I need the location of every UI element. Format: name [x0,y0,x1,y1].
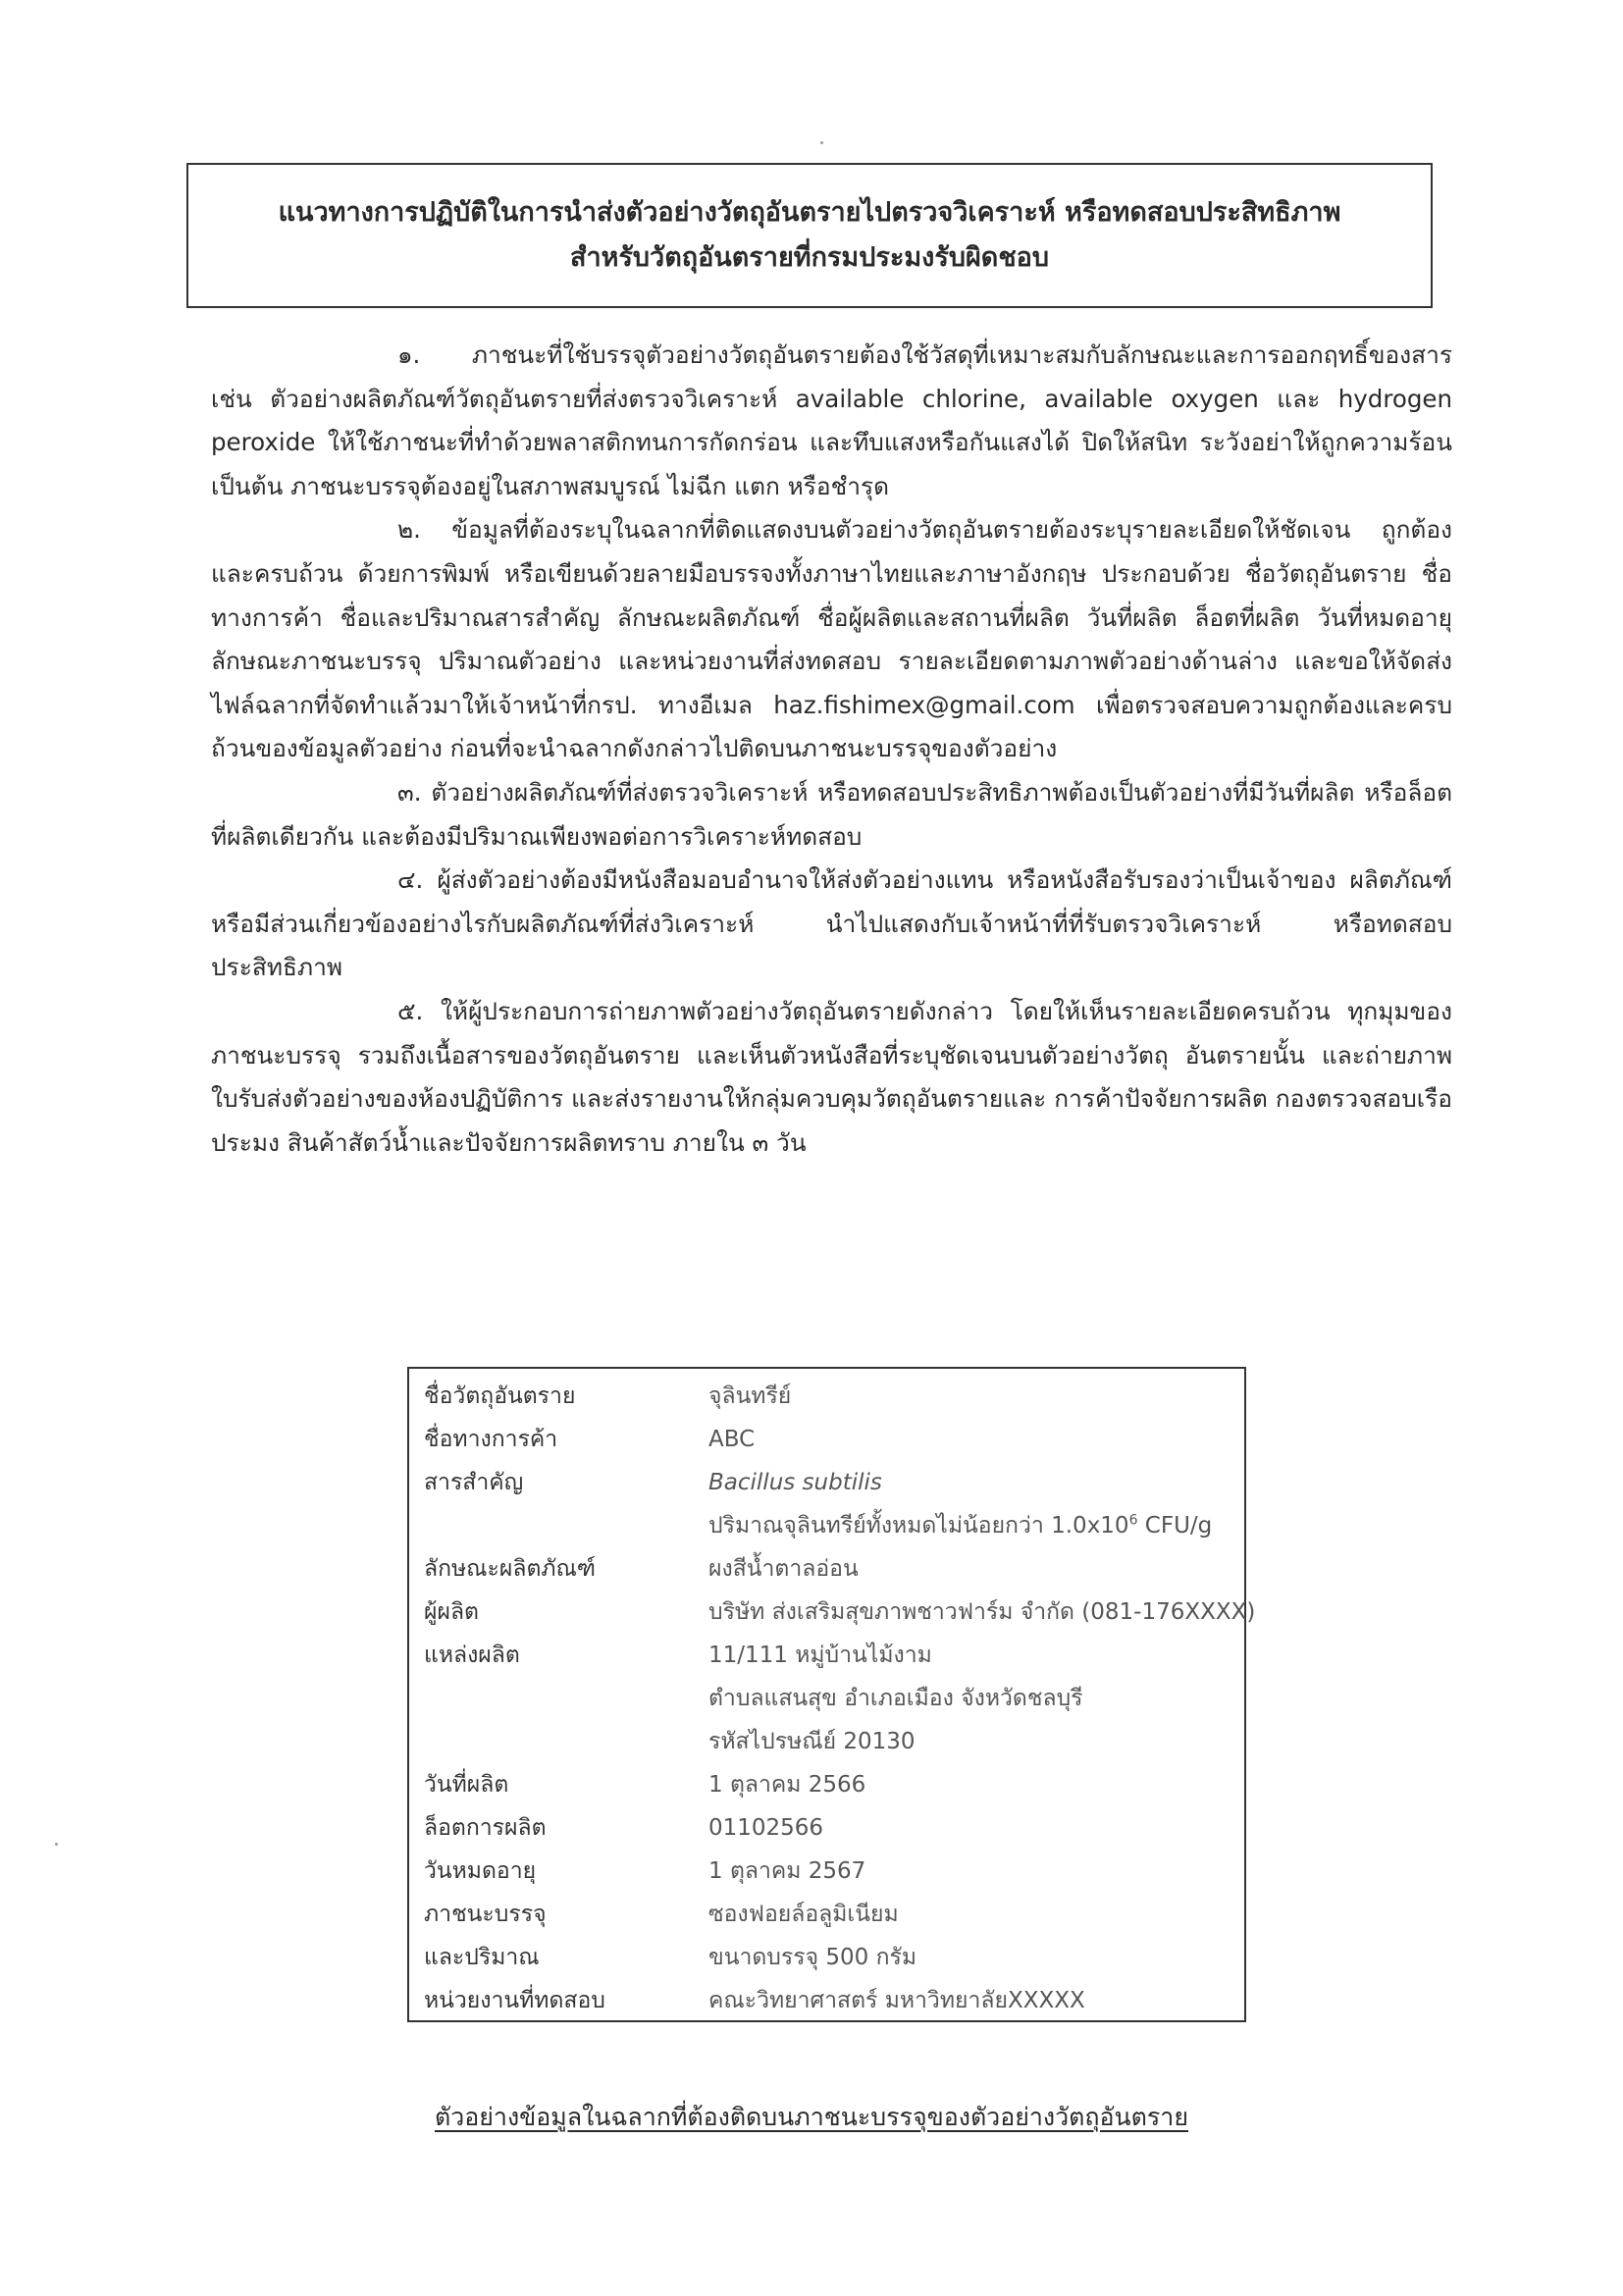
label-row-manufacturer [409,1591,1256,1634]
guideline-body [211,334,1452,1165]
lot-value: 01102566 [708,1815,824,1841]
title-line-2: สำหรับวัตถุอันตรายที่กรมประมงรับผิดชอบ [569,242,1050,273]
exp-date-label: วันหมดอายุ [424,1858,537,1884]
trade-name-value: ABC [708,1427,756,1452]
label-caption [0,2098,1623,2137]
label-row-exp-date [409,1850,1244,1893]
label-row-trade-name [409,1418,1244,1461]
label-row-lot [409,1806,1244,1850]
active-amount-value [708,1508,1212,1543]
paragraph-4: ๔. ผู้ส่งตัวอย่างต้องมีหนังสือมอบอำนาจให้ส่งตัวอย่างแทน หรือหนังสือรับรองว่าเป็นเจ้าของ ผลิตภัณฑ์ หรือมีส่วนเกี่ยวข้องอย่างไรกับผลิตภัณฑ์ที่ส่งวิเคราะห์ นำไปแสดงกับเจ้าหน้าที่ที่รับตรวจวิเคราะห์ หรือทดสอบประสิทธิภาพ [211,865,1452,982]
label-row-test-unit [409,1979,1244,2022]
active-ingredient-value: Bacillus subtilis [708,1470,882,1495]
quantity-value: ขนาดบรรจุ 500 กรัม [708,1945,917,1970]
production-place-label: แหล่งผลิต [424,1643,520,1668]
package-value: ซองฟอยล์อลูมิเนียม [708,1902,899,1927]
label-row-quantity [409,1936,1244,1979]
test-unit-value: คณะวิทยาศาสตร์ มหาวิทยาลัยXXXXX [708,1988,1085,2013]
production-place-line-3: รหัสไปรษณีย์ 20130 [708,1729,916,1754]
hazard-name-value: จุลินทรีย์ [708,1383,792,1409]
hazard-name-label: ชื่อวัตถุอันตราย [424,1383,576,1409]
paragraph-2: ๒. ข้อมูลที่ต้องระบุในฉลากที่ติดแสดงบนตัวอย่างวัตถุอันตรายต้องระบุรายละเอียดให้ชัดเจน ถูกต้อง และครบถ้วน ด้วยการพิมพ์ หรือเขียนด้วยลายมือบรรจงทั้งภาษาไทยและภาษาอังกฤษ ประกอบด้วย ชื่อวัตถุอันตราย ชื่อทางการค้า ชื่อและปริมาณสารสำคัญ ลักษณะผลิตภัณฑ์ ชื่อผู้ผลิตและสถานที่ผลิต วันที่ผลิต ล็อตที่ผลิต วันที่หมดอายุ ลักษณะภาชนะบรรจุ ปริมาณตัวอย่าง และหน่วยงานที่ส่งทดสอบ รายละเอียดตามภาพตัวอย่างด้านล่าง และขอให้จัดส่งไฟล์ฉลากที่จัดทำแล้วมาให้เจ้าหน้าที่กรป. ทางอีเมล haz.fishimex@gmail.com เพื่อตรวจสอบความถูกต้องและครบถ้วนของข้อมูลตัวอย่าง ก่อนที่จะนำฉลากดังกล่าวไปติดบนภาชนะบรรจุของตัวอย่าง [211,515,1452,763]
production-place-line-1: 11/111 หมู่บ้านไม้งาม [708,1643,932,1668]
paragraph-3: ๓. ตัวอย่างผลิตภัณฑ์ที่ส่งตรวจวิเคราะห์ หรือทดสอบประสิทธิภาพต้องเป็นตัวอย่างที่มีวันที่ผลิต หรือล็อตที่ผลิตเดียวกัน และต้องมีปริมาณเพียงพอต่อการวิเคราะห์ทดสอบ [211,777,1452,851]
manufacturer-value: บริษัท ส่งเสริมสุขภาพชาวฟาร์ม จำกัด (081-176XXXX) [708,1599,1256,1625]
active-amount-exponent: 6 [1128,1512,1138,1529]
label-row-package [409,1893,1244,1936]
scan-speck [820,141,823,144]
label-row-active-amount [409,1504,1244,1547]
production-place-line-2: ตำบลแสนสุข อำเภอเมือง จังหวัดชลบุรี [708,1686,1083,1711]
exp-date-value: 1 ตุลาคม 2567 [708,1858,866,1884]
test-unit-label: หน่วยงานที่ทดสอบ [424,1988,605,2013]
label-row-active [409,1461,1244,1504]
manufacturer-label: ผู้ผลิต [424,1599,479,1625]
title-line-1: แนวทางการปฏิบัติในการนำส่งตัวอย่างวัตถุอันตรายไปตรวจวิเคราะห์ หรือทดสอบประสิทธิภาพ [278,197,1341,228]
lot-label: ล็อตการผลิต [424,1815,547,1841]
scan-speck [55,1843,58,1846]
label-row-place [409,1634,1244,1677]
label-row-product-type [409,1547,1244,1591]
quantity-label: และปริมาณ [424,1945,540,1970]
title-box [186,163,1433,308]
paragraph-1: ๑. ภาชนะที่ใช้บรรจุตัวอย่างวัตถุอันตรายต้องใช้วัสดุที่เหมาะสมกับลักษณะและการออกฤทธิ์ของสาร เช่น ตัวอย่างผลิตภัณฑ์วัตถุอันตรายที่ส่งตรวจวิเคราะห์ available chlorine, available oxygen และ hydrogen peroxide ให้ใช้ภาชนะที่ทำด้วยพลาสติกทนการกัดกร่อน และทึบแสงหรือกันแสงได้ ปิดให้สนิท ระวังอย่าให้ถูกความร้อน เป็นต้น ภาชนะบรรจุต้องอยู่ในสภาพสมบูรณ์ ไม่ฉีก แตก หรือชำรุด [211,340,1452,500]
trade-name-label: ชื่อทางการค้า [424,1427,558,1452]
active-amount-text: ปริมาณจุลินทรีย์ทั้งหมดไม่น้อยกว่า 1.0x10 [708,1513,1129,1539]
paragraph-5: ๕. ให้ผู้ประกอบการถ่ายภาพตัวอย่างวัตถุอันตรายดังกล่าว โดยให้เห็นรายละเอียดครบถ้วน ทุกมุมของภาชนะบรรจุ รวมถึงเนื้อสารของวัตถุอันตราย และเห็นตัวหนังสือที่ระบุชัดเจนบนตัวอย่างวัตถุ อันตรายนั้น และถ่ายภาพใบรับส่งตัวอย่างของห้องปฏิบัติการ และส่งรายงานให้กลุ่มควบคุมวัตถุอันตรายและ การค้าปัจจัยการผลิต กองตรวจสอบเรือประมง สินค้าสัตว์น้ำและปัจจัยการผลิตทราบ ภายใน ๓ วัน [211,996,1452,1157]
label-row-place-2 [409,1677,1244,1720]
label-row-mfg-date [409,1763,1244,1806]
mfg-date-value: 1 ตุลาคม 2566 [708,1772,866,1798]
package-label: ภาชนะบรรจุ [424,1902,547,1927]
label-row-hazard-name [409,1375,1244,1418]
label-caption-text: ตัวอย่างข้อมูลในฉลากที่ต้องติดบนภาชนะบรรจุของตัวอย่างวัตถุอันตราย [434,2103,1188,2131]
product-type-value: ผงสีน้ำตาลอ่อน [708,1556,859,1582]
sample-label-box [407,1367,1256,2022]
label-row-place-3 [409,1720,1244,1763]
active-amount-unit: CFU/g [1137,1513,1213,1539]
active-ingredient-label: สารสำคัญ [424,1470,524,1495]
mfg-date-label: วันที่ผลิต [424,1772,509,1798]
product-type-label: ลักษณะผลิตภัณฑ์ [424,1556,596,1582]
